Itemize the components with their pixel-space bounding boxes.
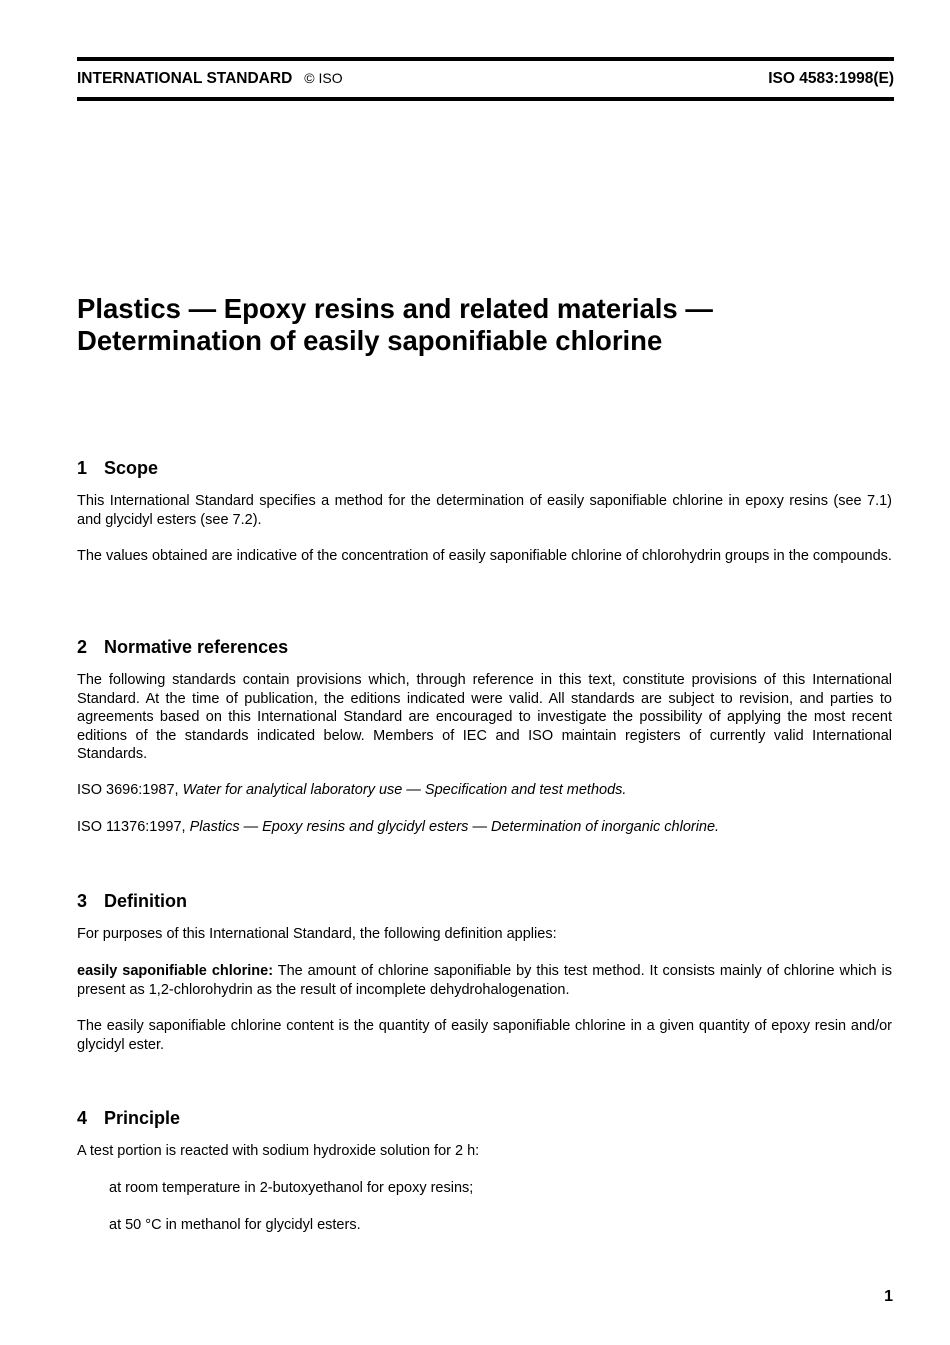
definition-intro: For purposes of this International Standard, the following definition applies: [77,926,557,942]
principle-item-epoxy-resins: at room temperature in 2-butoxyethanol for epoxy resins; [109,1180,474,1196]
page-number: 1 [884,1288,893,1305]
section-heading-scope [77,457,158,479]
section-number: 1 [77,458,88,478]
definition-entry [77,962,892,999]
section-title: Scope [104,458,159,478]
scope-paragraph-1: This International Standard specifies a method for the determination of easily saponifiable chlorine in epoxy resins (see 7.1) and glycidyl esters (see 7.2). [77,493,892,528]
running-header-left [77,70,343,88]
definition-text: The amount of chlorine saponifiable by this test method. It consists mainly of chlorine which is present as 1,2-chlorohydrin as the result of incomplete dehydrohalogenation. [77,963,892,998]
standard-label: INTERNATIONAL STANDARD [77,70,293,87]
normative-references-paragraph: The following standards contain provisions which, through reference in this text, constitute provisions of this International Standard. At the time of publication, the editions indicated were valid. All standards are subject to revision, and parties to agreements based on this International Standard are encouraged to investigate the possibility of applying the most recent editions of the standards indicated below. Members of IEC and ISO maintain registers of currently valid International Standards. [77,672,892,763]
reference-title: Plastics — Epoxy resins and glycidyl esters — Determination of inorganic chlorine. [189,819,720,835]
scope-paragraph-2: The values obtained are indicative of the concentration of easily saponifiable chlorine of chlorohydrin groups in the compounds. [77,548,892,564]
copyright-notice: © ISO [304,70,343,86]
section-heading-principle [77,1107,180,1129]
section-number: 2 [77,637,88,657]
section-title: Definition [104,891,187,911]
document-title [77,293,894,357]
section-heading-normative-references [77,636,288,658]
header-rule-top [77,57,894,61]
reference-iso-3696 [77,781,892,800]
reference-id: ISO 3696:1987, [77,782,183,798]
reference-id: ISO 11376:1997, [77,819,190,835]
principle-paragraph: A test portion is reacted with sodium hydroxide solution for 2 h: [77,1143,480,1159]
principle-item-glycidyl-esters: at 50 °C in methanol for glycidyl esters. [109,1217,361,1233]
definition-paragraph-2: The easily saponifiable chlorine content is the quantity of easily saponifiable chlorine in a given quantity of epoxy resin and/or glycidyl ester. [77,1018,892,1053]
title-line-1: Plastics — Epoxy resins and related materials — [77,293,713,324]
title-line-2: Determination of easily saponifiable chlorine [77,325,663,356]
section-heading-definition [77,890,187,912]
reference-title: Water for analytical laboratory use — Specification and test methods. [182,782,627,798]
header-rule-bottom [77,97,894,101]
reference-iso-11376 [77,818,892,837]
section-title: Normative references [104,637,289,657]
section-number: 3 [77,891,88,911]
section-number: 4 [77,1108,88,1128]
definition-term: easily saponifiable chlorine: [77,963,274,979]
document-id: ISO 4583:1998(E) [768,70,894,87]
section-title: Principle [104,1108,181,1128]
